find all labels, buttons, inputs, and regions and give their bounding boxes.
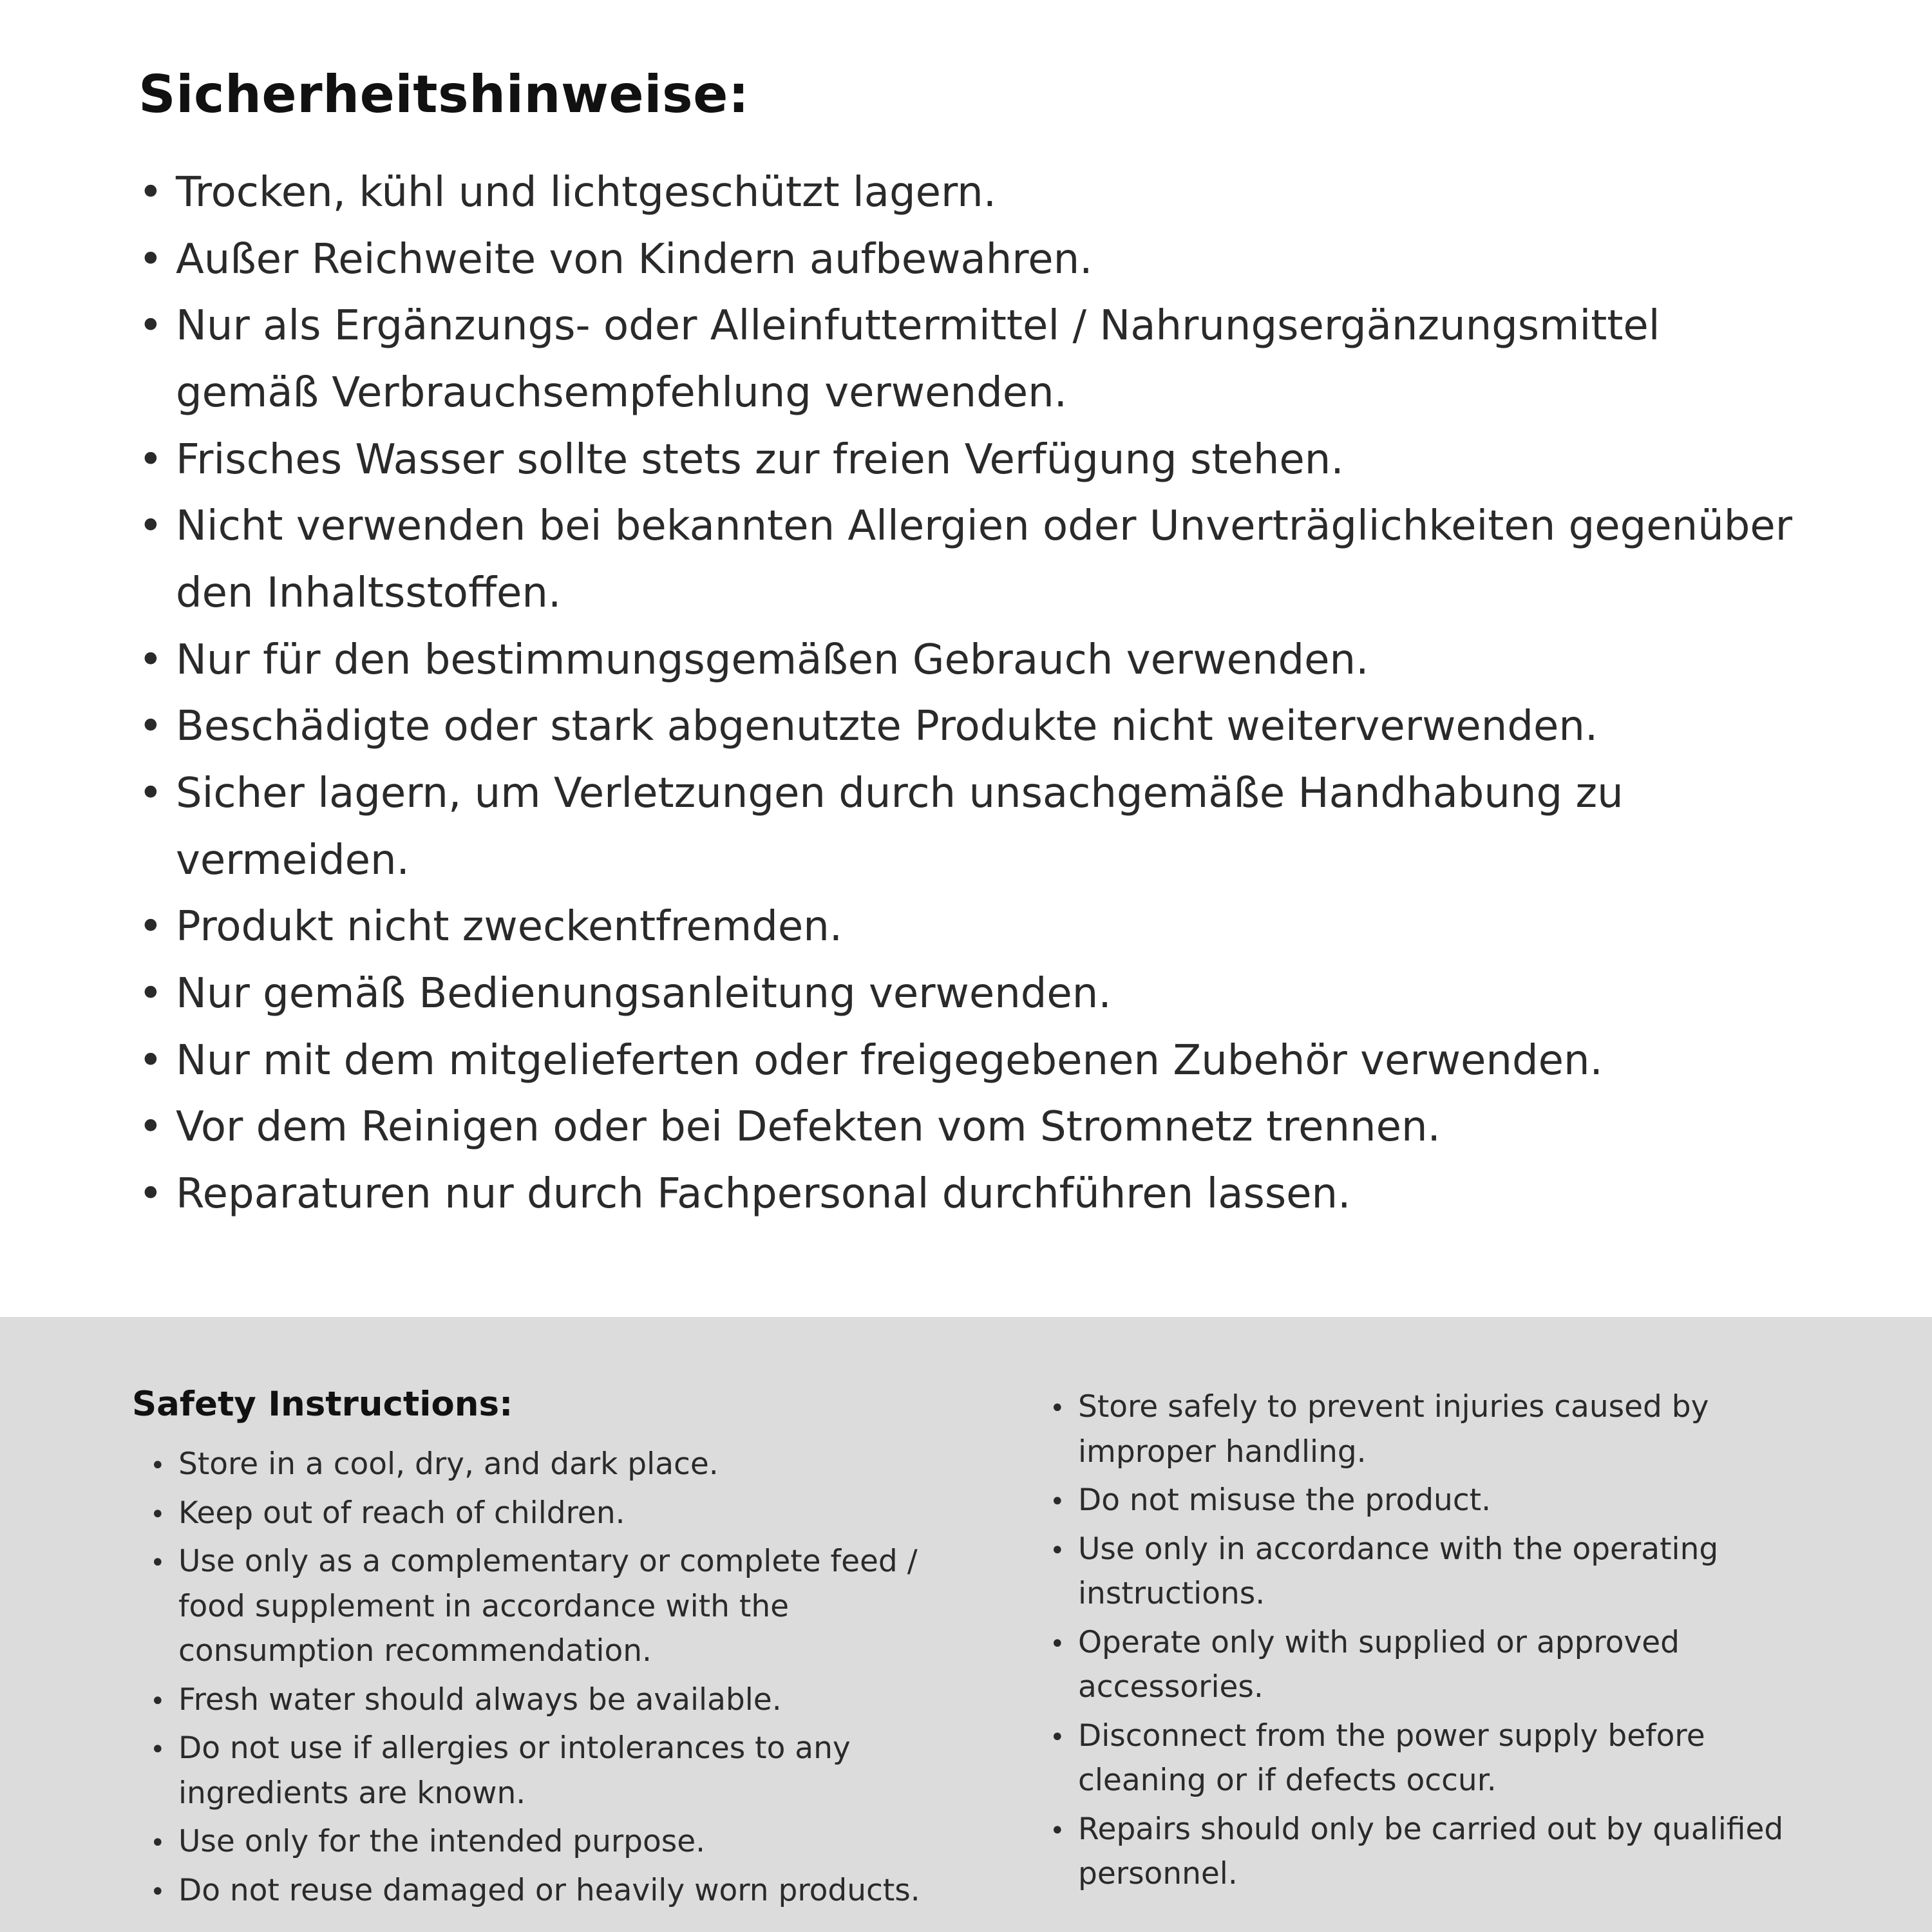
- english-bullet-item: • Keep out of reach of children.: [150, 1491, 989, 1536]
- german-bullet-item: • Vor dem Reinigen oder bei Defekten vom Stromnetz trennen.: [138, 1094, 1803, 1161]
- german-bullet-item: • Nur für den bestimmungsgemäßen Gebrauch verwenden.: [138, 627, 1803, 694]
- german-bullet-item: • Beschädigte oder stark abgenutzte Produkte nicht weiterverwenden.: [138, 694, 1803, 761]
- english-bullet-item: • Do not misuse the product.: [1050, 1478, 1842, 1523]
- english-bullet-item: • Do not reuse damaged or heavily worn products.: [150, 1868, 989, 1913]
- english-bullet-item: • Store in a cool, dry, and dark place.: [150, 1442, 989, 1487]
- german-bullet-list: [138, 160, 1803, 1228]
- german-bullet-item: • Nur mit dem mitgelieferten oder freigegebenen Zubehör verwenden.: [138, 1028, 1803, 1095]
- german-bullet-item: • Außer Reichweite von Kindern aufbewahren.: [138, 227, 1803, 294]
- german-bullet-item: • Sicher lagern, um Verletzungen durch unsachgemäße Handhabung zu vermeiden.: [138, 761, 1803, 894]
- german-bullet-item: • Nur als Ergänzungs- oder Alleinfuttermittel / Nahrungsergänzungsmittel gemäß Verbrauchsempfehlung verwenden.: [138, 293, 1803, 426]
- german-bullet-item: • Nur gemäß Bedienungsanleitung verwenden.: [138, 961, 1803, 1028]
- english-section-title: Safety Instructions:: [132, 1385, 513, 1424]
- german-bullet-item: • Frisches Wasser sollte stets zur freien Verfügung stehen.: [138, 427, 1803, 494]
- german-section-title: Sicherheitshinweise:: [138, 64, 750, 124]
- german-bullet-item: • Produkt nicht zweckentfremden.: [138, 894, 1803, 961]
- german-bullet-item: • Nicht verwenden bei bekannten Allergien oder Unverträglichkeiten gegenüber den Inhaltsstoffen.: [138, 493, 1803, 627]
- english-bullet-item: • Disconnect from the power supply before cleaning or if defects occur.: [1050, 1714, 1842, 1803]
- english-bullet-item: • Repairs should only be carried out by qualified personnel.: [1050, 1807, 1842, 1897]
- german-bullet-item: • Reparaturen nur durch Fachpersonal durchführen lassen.: [138, 1161, 1803, 1228]
- english-bullet-item: • Operate only with supplied or approved accessories.: [1050, 1620, 1842, 1710]
- english-bullet-item: • Use only in accordance with the operating instructions.: [1050, 1527, 1842, 1616]
- english-right-column: [1050, 1385, 1842, 1932]
- english-bullet-item: • Fresh water should always be available.: [150, 1678, 989, 1723]
- english-left-bullet-list: [132, 1442, 989, 1913]
- english-bullet-item: • Use only for the intended purpose.: [150, 1819, 989, 1864]
- english-bullet-item: • Store safely to prevent injuries caused by improper handling.: [1050, 1385, 1842, 1474]
- english-left-column: [132, 1385, 989, 1932]
- english-right-bullet-list: [1050, 1385, 1842, 1897]
- german-bullet-item: • Trocken, kühl und lichtgeschützt lagern.: [138, 160, 1803, 227]
- english-bullet-item: • Do not use if allergies or intolerances to any ingredients are known.: [150, 1726, 989, 1815]
- english-safety-section: [0, 1317, 1932, 1932]
- english-bullet-item: • Use only as a complementary or complete feed / food supplement in accordance with the consumption recommendation.: [150, 1539, 989, 1674]
